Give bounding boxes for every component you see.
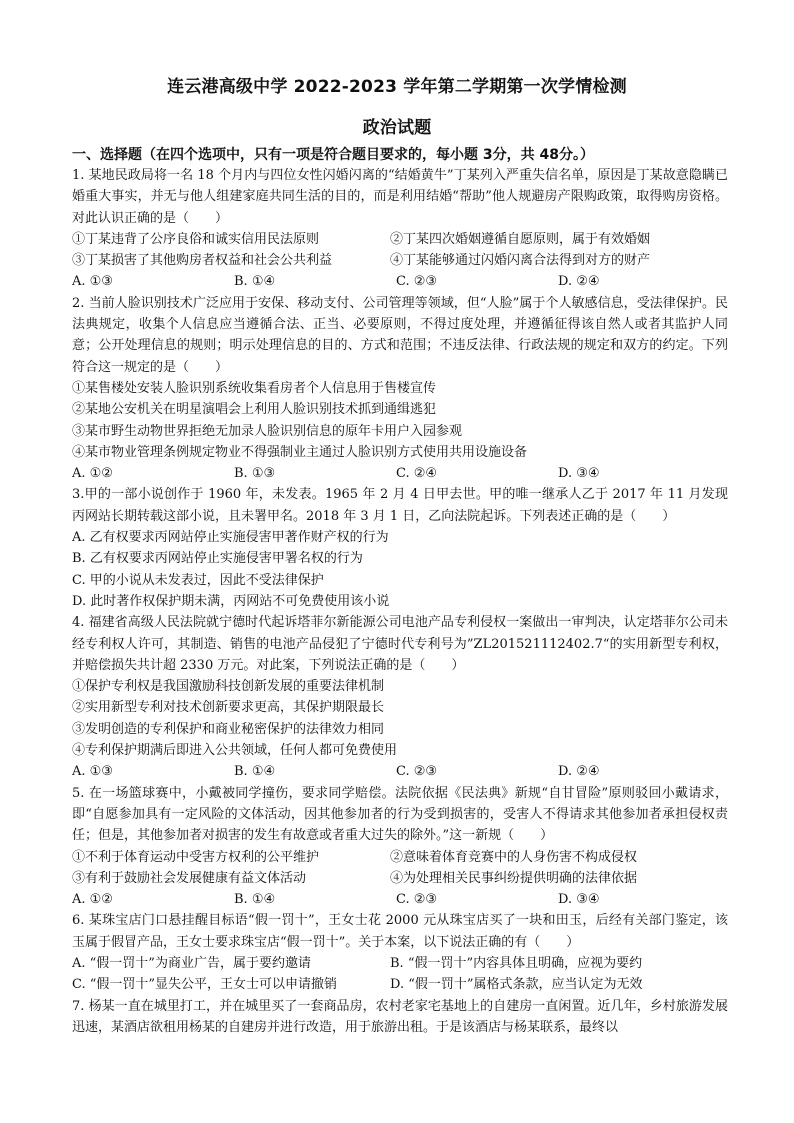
statement: ④专利保护期满后即进入公共领域，任何人都可免费使用	[72, 743, 398, 759]
question-7	[72, 996, 728, 1039]
option-b: B. 乙有权要求丙网站停止实施侵害甲署名权的行为	[72, 551, 363, 567]
question-stem: 1. 某地民政局将一名 18 个月内与四位女性闪婚闪离的“结婚黄牛”丁某列入严重失信名单，原因是丁某故意隐瞒已婚重大事实，并无与他人组建家庭共同生活的目的，而是利用结婚“帮助”他人规避房产限购政策，取得购房资格。对此认识正确的是（ ）	[72, 168, 728, 226]
statement: ④为处理相关民事纠纷提供明确的法律依据	[390, 870, 638, 886]
option-d: D. ②④	[558, 274, 600, 290]
statement-row	[72, 868, 728, 889]
option-c: C. ②③	[396, 764, 438, 780]
option-row	[72, 271, 728, 292]
option-row	[72, 761, 728, 782]
statement: ③丁某损害了其他购房者权益和社会公共利益	[72, 253, 333, 269]
question-list	[72, 165, 728, 1038]
option-row	[72, 974, 728, 995]
option-d: D. ③④	[558, 892, 600, 908]
question-6	[72, 910, 728, 995]
statement: ①保护专利权是我国激励科技创新发展的重要法律机制	[72, 679, 385, 695]
option-row	[72, 953, 728, 974]
option-a: A. ①②	[72, 466, 113, 482]
section-heading: 一、选择题（在四个选项中，只有一项是符合题目要求的，每小题 3分，共 48分。）	[72, 147, 594, 163]
option-a: A. “假一罚十”为商业广告，属于要约邀请	[72, 955, 311, 971]
question-3	[72, 484, 728, 612]
statement: ②某地公安机关在明星演唱会上利用人脸识别技术抓到通缉逃犯	[72, 402, 437, 418]
question-stem: 3.甲的一部小说创作于 1960 年，未发表。1965 年 2 月 4 日甲去世。甲的唯一继承人乙于 2017 年 11 月发现丙网站长期转载这部小说，且未署甲名。2018 年 3 月 1 日，乙向法院起诉。下列表述正确的是（ ）	[72, 487, 728, 524]
question-4	[72, 612, 728, 782]
option-c: C. ②③	[396, 892, 438, 908]
option-a: A. 乙有权要求丙网站停止实施侵害甲著作财产权的行为	[72, 530, 389, 546]
option-c: C. ②③	[396, 274, 438, 290]
statement: ②丁某四次婚姻遵循自愿原则，属于有效婚姻	[390, 231, 651, 247]
option-b: B. ①③	[234, 466, 276, 482]
option-a: A. ①②	[72, 892, 113, 908]
statement: ③发明创造的专利保护和商业秘密保护的法律效力相同	[72, 721, 385, 737]
statement: ①不利于体育运动中受害方权利的公平维护	[72, 849, 320, 865]
statement: ②实用新型专利对技术创新要求更高，其保护期限最长	[72, 700, 385, 716]
option-row	[72, 463, 728, 484]
option-b: B. ①④	[234, 892, 276, 908]
question-stem: 6. 某珠宝店门口悬挂醒目标语“假一罚十”，王女士花 2000 元从珠宝店买了一块和田玉，后经有关部门鉴定，该玉属于假冒产品，王女士要求珠宝店“假一罚十”。关于本案，以下说法正确的有（ ）	[72, 913, 728, 950]
statement: ①丁某违背了公序良俗和诚实信用民法原则	[72, 231, 320, 247]
statement: ③有利于鼓励社会发展健康有益文体活动	[72, 870, 307, 886]
question-stem: 4. 福建省高级人民法院就宁德时代起诉塔菲尔新能源公司电池产品专利侵权一案做出一审判决，认定塔菲尔公司未经专利权人许可，其制造、销售的电池产品侵犯了宁德时代专利号为”ZL201521112402.7“的实用新型专利权，并赔偿损失共计超 2330 万元。对此案，下列说法正确的是（ ）	[72, 615, 728, 673]
statement: ④丁某能够通过闪婚闪离合法得到对方的财产	[390, 253, 651, 269]
option-c: C. “假一罚十”显失公平，王女士可以申请撤销	[72, 977, 338, 993]
option-b: B. “假一罚十”内容具体且明确，应视为要约	[390, 955, 643, 971]
option-d: D. ②④	[558, 764, 600, 780]
option-a: A. ①③	[72, 274, 113, 290]
option-b: B. ①④	[234, 764, 276, 780]
statement-row	[72, 229, 728, 250]
option-b: B. ①④	[234, 274, 276, 290]
statement-row	[72, 847, 728, 868]
question-5	[72, 783, 728, 911]
statement: ①某售楼处安装人脸识别系统收集看房者个人信息用于售楼宣传	[72, 380, 437, 396]
question-stem: 2. 当前人脸识别技术广泛应用于安保、移动支付、公司管理等领域，但“人脸”属于个人敏感信息，受法律保护。民法典规定，收集个人信息应当遵循合法、正当、必要原则，不得过度处理，并遵循征得该自然人或者其监护人同意；公开处理信息的规则；明示处理信息的目的、方式和范围；不违反法律、行政法规的规定和双方的约定。下列符合这一规定的是（ ）	[72, 295, 728, 375]
question-1	[72, 165, 728, 293]
option-d: D. “假一罚十”属格式条款，应当认定为无效	[390, 977, 643, 993]
option-c: C. 甲的小说从未发表过，因此不受法律保护	[72, 572, 324, 588]
statement: ②意味着体育竞赛中的人身伤害不构成侵权	[390, 849, 638, 865]
exam-subtitle: 政治试题	[362, 118, 432, 138]
exam-title: 连云港高级中学 2022-2023 学年第二学期第一次学情检测	[167, 77, 627, 97]
question-stem: 7. 杨某一直在城里打工，并在城里买了一套商品房，农村老家宅基地上的自建房一直闲置。近几年，乡村旅游发展迅速，某酒店欲租用杨某的自建房并进行改造，用于旅游出租。于是该酒店与杨某联系，最终以	[72, 998, 728, 1035]
option-d: D. ③④	[558, 466, 600, 482]
option-a: A. ①③	[72, 764, 113, 780]
question-2	[72, 293, 728, 485]
option-c: C. ②④	[396, 466, 438, 482]
statement: ④某市物业管理条例规定物业不得强制业主通过人脸识别方式使用共用设施设备	[72, 444, 528, 460]
statement-row	[72, 250, 728, 271]
option-row	[72, 889, 728, 910]
question-stem: 5. 在一场篮球赛中，小戴被同学撞伤，要求同学赔偿。法院依据《民法典》新规“自甘冒险”原则驳回小戴请求，即“自愿参加具有一定风险的文体活动，因其他参加者的行为受到损害的，受害人不得请求其他参加者承担侵权责任；但是，其他参加者对损害的发生有故意或者重大过失的除外。”这一新规（ ）	[72, 785, 728, 844]
option-d: D. 此时著作权保护期未满，丙网站不可免费使用该小说	[72, 593, 390, 609]
statement: ③某市野生动物世界拒绝无加录人脸识别信息的原年卡用户入园参观	[72, 423, 463, 439]
